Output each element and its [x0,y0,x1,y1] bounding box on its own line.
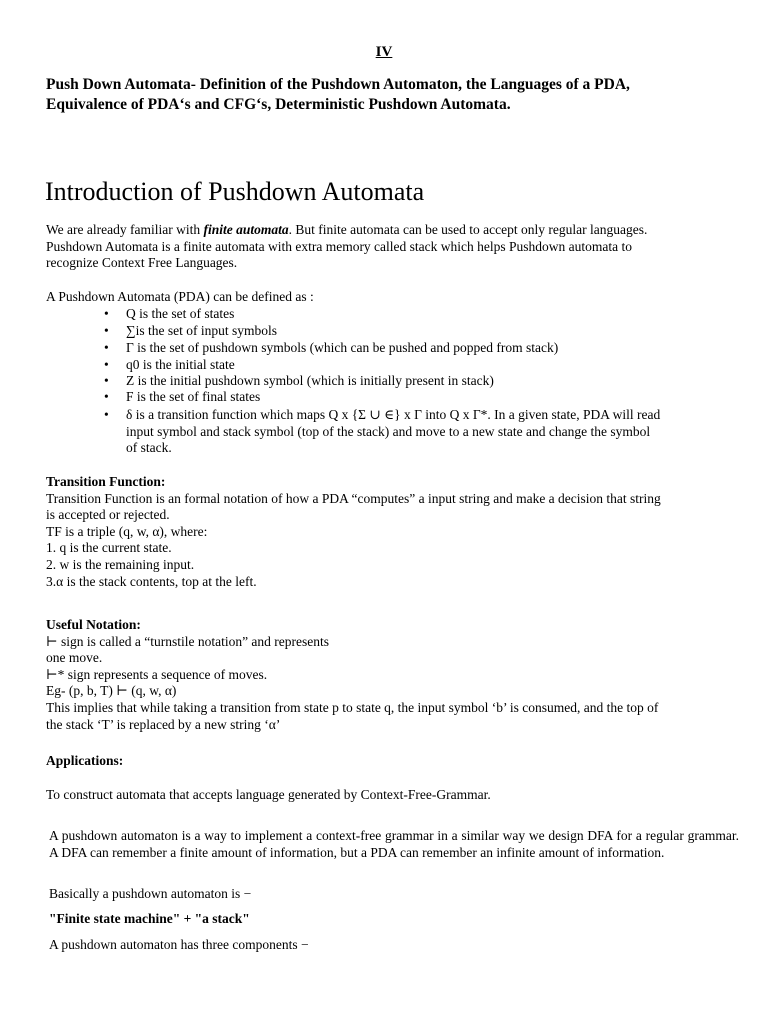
transition-function-heading: Transition Function: [46,474,166,489]
notation-line-3: ⊢* sign represents a sequence of moves. [46,666,268,682]
intro-line-1 [46,222,746,239]
bullet-marker: • [104,357,109,372]
unit-title-line-2: Equivalence of PDA‘s and CFG‘s, Deterministic Pushdown Automata. [46,96,511,113]
list-item-delta [126,407,744,457]
list-item: F is the set of final states [126,389,261,404]
intro-line-1-pre: We are already familiar with [46,222,204,237]
bullet-marker: • [104,340,109,355]
list-item: Γ is the set of pushdown symbols (which can be pushed and popped from stack) [126,340,559,355]
intro-paragraph [46,222,746,272]
tf-line-1: Transition Function is an formal notation of how a PDA “computes” a input string and make a decision that string [46,490,661,506]
intro-line-1-post: . But finite automata can be used to accept only regular languages. [288,222,648,237]
list-item: ∑is the set of input symbols [126,323,277,338]
bullet-marker: • [104,407,109,422]
notation-line-2: one move. [46,650,103,666]
intro-line-3: recognize Context Free Languages. [46,255,238,271]
pda-note-line-4: A pushdown automaton has three components − [49,937,309,952]
tf-item-1: 1. q is the current state. [46,540,172,556]
delta-line-3: of stack. [126,440,172,456]
notation-line-6: the stack ‘T’ is replaced by a new string ‘α’ [46,716,281,732]
list-item: Z is the initial pushdown symbol (which is initially present in stack) [126,373,494,388]
page-heading: Introduction of Pushdown Automata [45,177,425,206]
intro-line-2: Pushdown Automata is a finite automata with extra memory called stack which helps Pushdown automata to [46,238,633,254]
bullet-marker: • [104,323,109,338]
pda-note-paragraph: A pushdown automaton is a way to implement a context-free grammar in a similar way we design DFA for a regular grammar. A DFA can remember a finite amount of information, but a PDA can remember an infinite amount of information. [49,828,739,860]
applications-text: To construct automata that accepts language generated by Context-Free-Grammar. [46,787,491,802]
bullet-marker: • [104,306,109,321]
unit-title-line-1: Push Down Automata- Definition of the Pushdown Automaton, the Languages of a PDA, [46,76,630,93]
bullet-marker: • [104,373,109,388]
list-item: Q is the set of states [126,306,235,321]
definition-lead: A Pushdown Automata (PDA) can be defined as : [46,289,314,304]
useful-notation-section [46,617,746,733]
delta-line-2: input symbol and stack symbol (top of the stack) and move to a new state and change the symbol [126,423,651,439]
tf-item-2: 2. w is the remaining input. [46,556,195,572]
list-item: q0 is the initial state [126,357,235,372]
useful-notation-heading: Useful Notation: [46,617,141,632]
notation-line-1: ⊢ sign is called a “turnstile notation” and represents [46,633,330,649]
tf-item-3: 3.α is the stack contents, top at the left. [46,573,257,589]
notation-line-4: Eg- (p, b, T) ⊢ (q, w, α) [46,683,177,699]
intro-emphasis: finite automata [203,222,289,237]
notation-line-5: This implies that while taking a transition from state p to state q, the input symbol ‘b’ is consumed, and the top of [46,699,659,715]
applications-heading: Applications: [46,753,124,768]
transition-function-section [46,474,746,590]
pda-note-line-2: Basically a pushdown automaton is − [49,886,252,901]
tf-line-3: TF is a triple (q, w, α), where: [46,523,208,539]
unit-label: IV [375,44,393,60]
delta-line-1: δ is a transition function which maps Q x {Σ ∪ ∈} x Γ into Q x Γ*. In a given state, PDA will read [126,407,661,422]
bullet-marker: • [104,389,109,404]
tf-line-2: is accepted or rejected. [46,507,170,523]
unit-title [46,75,736,115]
pda-note-line-3: "Finite state machine" + "a stack" [49,911,250,926]
